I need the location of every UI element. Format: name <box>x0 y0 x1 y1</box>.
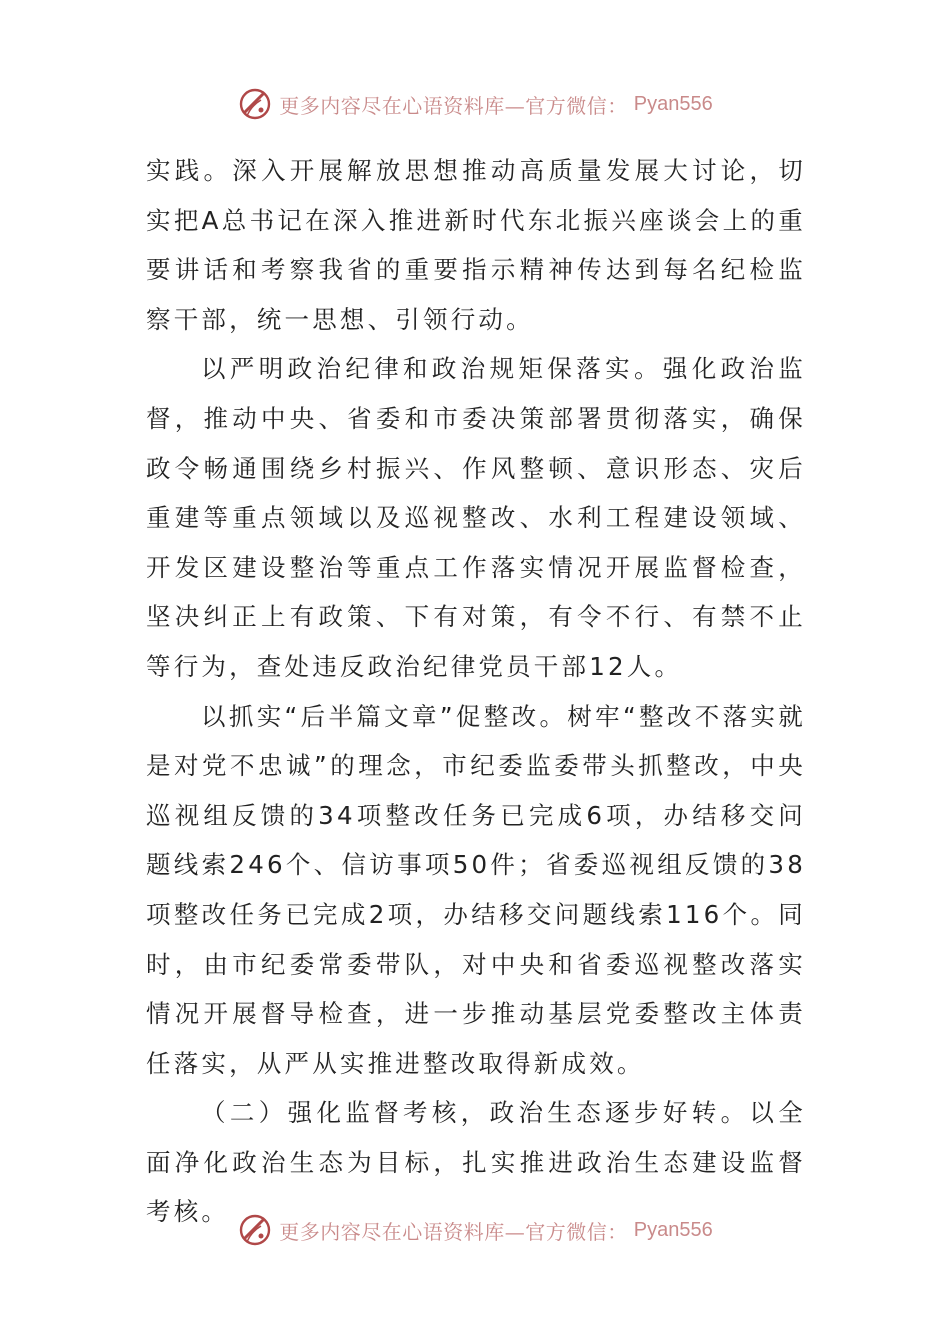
paragraph-1: 实践。深入开展解放思想推动高质量发展大讨论，切实把A总书记在深入推进新时代东北振兴座谈会上的重要讲话和考察我省的重要指示精神传达到每名纪检监察干部，统一思想、引领行动。 <box>146 156 806 334</box>
watermark-text: 更多内容尽在心语资料库—官方微信： <box>279 1219 628 1244</box>
watermark-text: 更多内容尽在心语资料库—官方微信： <box>279 93 628 118</box>
document-body <box>146 146 806 1237</box>
watermark-wechat-id: Pyan556 <box>633 1218 713 1241</box>
paragraph-3: 以抓实“后半篇文章”促整改。树牢“整改不落实就是对党不忠诚”的理念，市纪委监委带头抓整改，中央巡视组反馈的34项整改任务已完成6项，办结移交问题线索246个、信访事项50件；省委巡视组反馈的38项整改任务已完成2项，办结移交问题线索116个。同时，由市纪委常委带队，对中央和省委巡视整改落实情况开展督导检查，进一步推动基层党委整改主体责任落实，从严从实推进整改取得新成效。 <box>146 701 806 1078</box>
pen-logo-icon <box>237 86 273 122</box>
watermark-footer <box>0 1210 950 1250</box>
watermark-header <box>0 84 950 124</box>
watermark-wechat-id: Pyan556 <box>633 92 713 115</box>
pen-logo-icon <box>237 1212 273 1248</box>
paragraph-2: 以严明政治纪律和政治规矩保落实。强化政治监督，推动中央、省委和市委决策部署贯彻落实，确保政令畅通围绕乡村振兴、作风整顿、意识形态、灾后重建等重点领域以及巡视整改、水利工程建设领域、开发区建设整治等重点工作落实情况开展监督检查，坚决纠正上有政策、下有对策，有令不行、有禁不止等行为，查处违反政治纪律党员干部12人。 <box>146 354 806 681</box>
paragraph-4: （二）强化监督考核，政治生态逐步好转。以全面净化政治生态为目标，扎实推进政治生态建设监督考核。 <box>146 1098 806 1227</box>
